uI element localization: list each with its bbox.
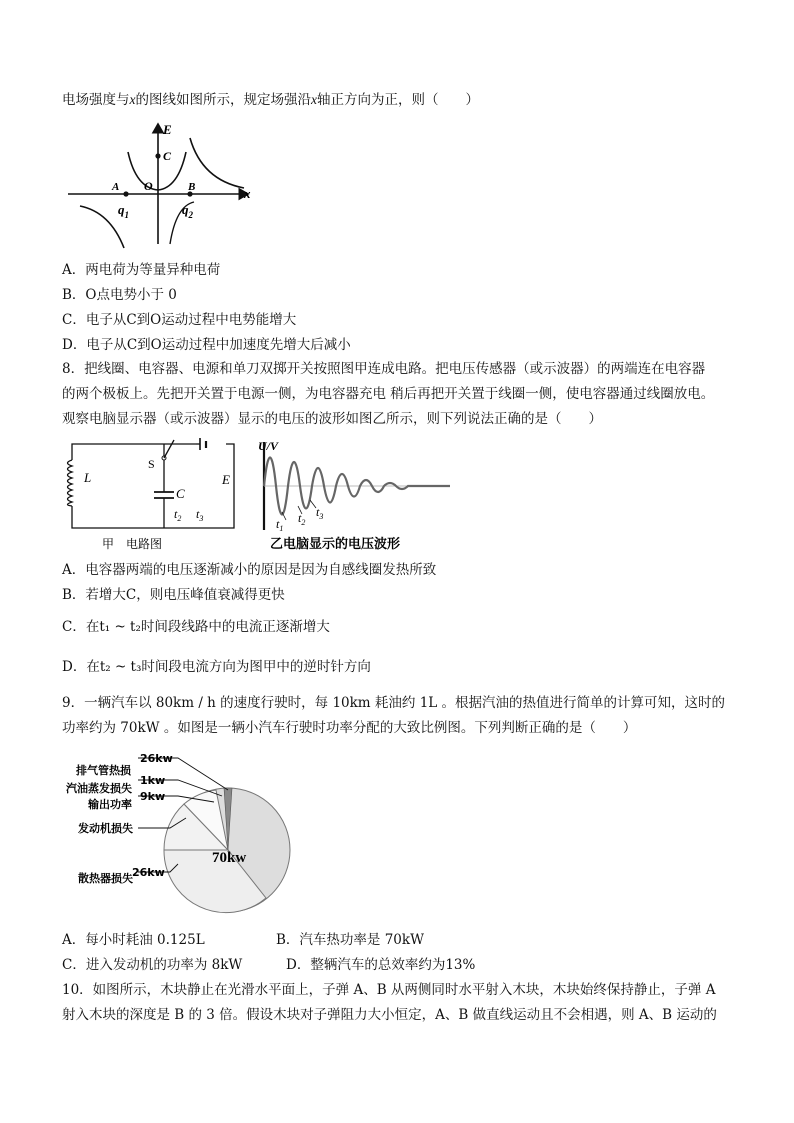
q9-stem-line2: 功率约为 70kW 。如图是一辆小汽车行驶时功率分配的大致比例图。下列判断正确的是（ ）: [62, 720, 637, 736]
svg-text:t2: $t_2$: [298, 511, 306, 527]
q7-option-a: A．两电荷为等量异种电荷: [62, 262, 221, 278]
label-l: L: [84, 470, 92, 485]
label-x: x: [244, 186, 251, 201]
row-exhaust-name: 排气管热损: [76, 764, 131, 777]
row-evap-value: 1kw: [140, 774, 166, 787]
label-q1-sub: 1: [124, 210, 129, 220]
label-s: S: [148, 457, 155, 471]
svg-text:t1: $t_1$: [276, 517, 284, 533]
q8-stem-line1: 8．把线圈、电容器、电源和单刀双掷开关按照图甲连成电路。把电压传感器（或示波器）的两端连在电容器: [62, 361, 706, 377]
lc-circuit-diagram: [64, 438, 240, 556]
label-q2: q: [182, 202, 189, 217]
q7-stem: 电场强度与x的图线如图所示，规定场强沿x轴正方向为正，则（ ）: [62, 92, 479, 108]
point-a: [123, 191, 128, 196]
label-o: O: [144, 179, 153, 193]
label-b: B: [188, 181, 196, 193]
q9-stem-line1: 9．一辆汽车以 80km / h 的速度行驶时，每 10km 耗油约 1L 。根据汽油的热值进行简单的计算可知，这时的: [62, 695, 726, 711]
row-radiator-value: 26kw: [132, 866, 165, 879]
label-c: C: [176, 486, 185, 501]
waveform-caption: 乙电脑显示的电压波形: [270, 537, 401, 552]
q8-option-c: C．在t₁ ~ t₂时间段线路中的电流正逐渐增大: [62, 619, 330, 635]
q7-option-b: B．O点电势小于 0: [62, 287, 177, 303]
switch-blade: [164, 440, 174, 458]
q8-option-b: B．若增大C，则电压峰值衰减得更快: [62, 587, 285, 603]
svg-text:26kw: [140, 752, 173, 765]
svg-text:t2: $t_2$: [174, 507, 182, 523]
power-distribution-pie: [66, 746, 298, 922]
label-a: A: [112, 181, 120, 193]
row-exhaust-value: 26kw: [140, 752, 173, 765]
q9-option-d: D．整辆汽车的总效率约为13%: [286, 957, 476, 973]
label-u-axis: U/V: [258, 439, 279, 453]
q10-stem-line1: 10．如图所示，木块静止在光滑水平面上，子弹 A、B 从两侧同时水平射入木块，木块始终保持静止，子弹 A: [62, 982, 716, 998]
q9-option-b: B．汽车热功率是 70kW: [276, 932, 424, 948]
svg-text:t3: $t_3$: [316, 505, 324, 521]
row-engine-name: 发动机损失: [78, 822, 133, 835]
row-evap-name: 汽油蒸发损失: [66, 782, 132, 795]
q8-option-d: D．在t₂ ~ t₃时间段电流方向为图甲中的逆时针方向: [62, 659, 371, 675]
q9-option-a: A．每小时耗油 0.125L: [62, 932, 205, 948]
q8-stem-line3: 观察电脑显示器（或示波器）显示的电压的波形如图乙所示，则下列说法正确的是（ ）: [62, 411, 602, 427]
voltage-waveform: [240, 438, 452, 556]
row-radiator-name: 散热器损失: [78, 872, 133, 885]
label-c: C: [163, 149, 172, 163]
label-e: E: [222, 472, 230, 487]
circuit-caption: 甲 电路图: [102, 537, 163, 551]
q7-option-d: D．电子从C到O运动过程中加速度先增大后减小: [62, 337, 351, 353]
label-q2-sub: 2: [188, 210, 193, 220]
label-q1: q: [118, 202, 125, 217]
svg-text:t3: $t_3$: [196, 507, 204, 523]
q9-option-c: C．进入发动机的功率为 8kW: [62, 957, 243, 973]
q8-option-a: A．电容器两端的电压逐渐减小的原因是因为自感线圈发热所致: [62, 562, 437, 578]
svg-text:q1: [118, 202, 129, 220]
row-output-name: 输出功率: [88, 798, 132, 811]
pie-center-label: 70kw: [212, 850, 247, 866]
q7-option-c: C．电子从C到O运动过程中电势能增大: [62, 312, 297, 328]
row-output-value: 9kw: [140, 790, 166, 803]
svg-text:q2: [182, 202, 194, 220]
electric-field-graph: [66, 118, 256, 250]
label-e: E: [163, 122, 172, 137]
point-c: [155, 153, 160, 158]
q8-stem-line2: 的两个极板上。先把开关置于电源一侧，为电容器充电 稍后再把开关置于线圈一侧，使电容器通过线圈放电。: [62, 386, 715, 402]
curve-right-upper: [190, 138, 244, 188]
q10-stem-line2: 射入木块的深度是 B 的 3 倍。假设木块对子弹阻力大小恒定，A、B 做直线运动且不会相遇，则 A、B 运动的: [62, 1007, 717, 1023]
